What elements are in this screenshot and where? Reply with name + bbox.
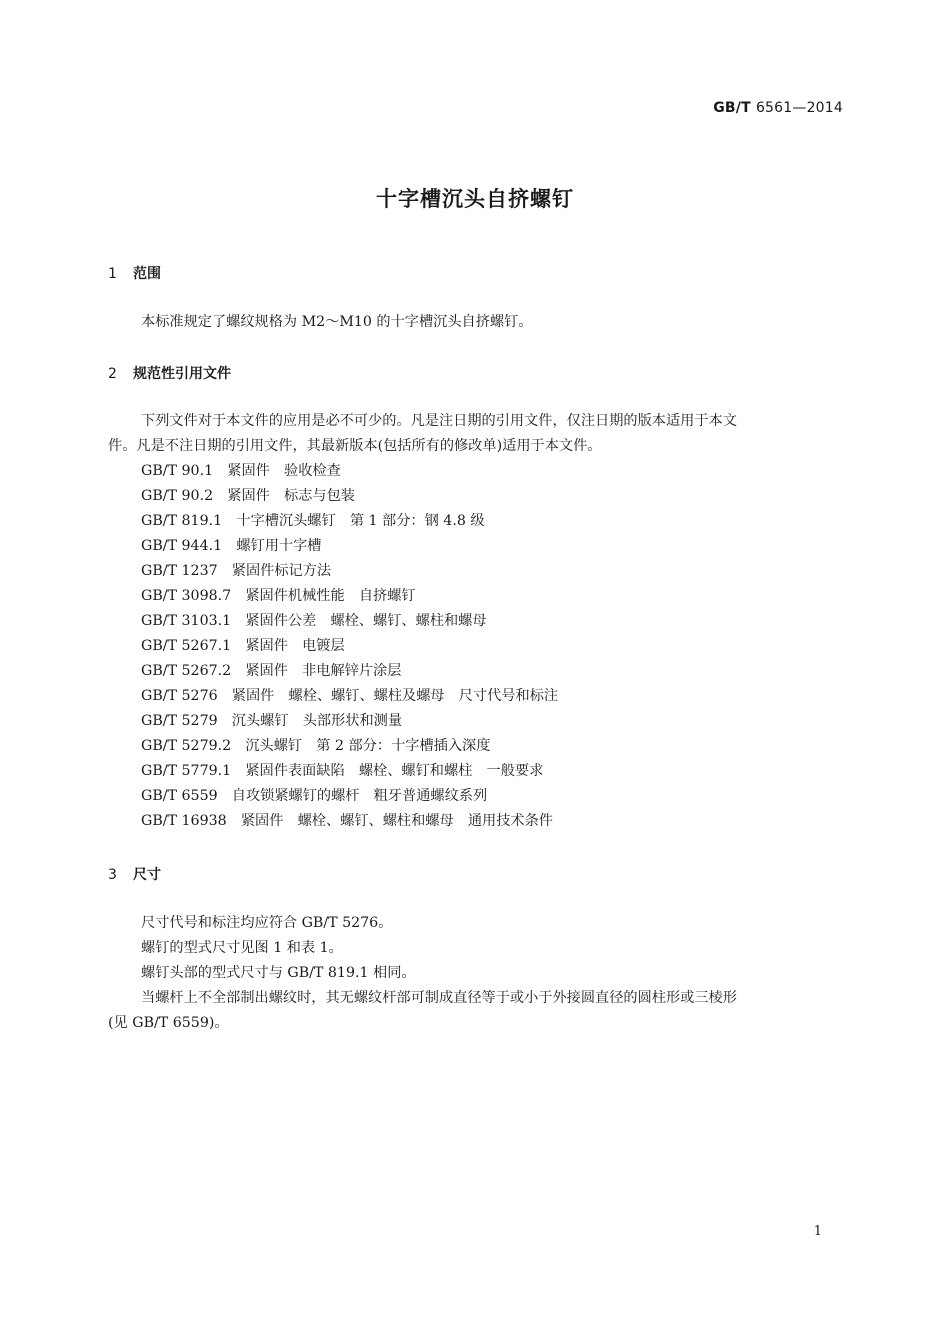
reference-item: GB/T 3098.7 紧固件机械性能 自挤螺钉 <box>141 588 416 604</box>
section-heading-dimensions <box>108 864 161 884</box>
reference-item: GB/T 5279 沉头螺钉 头部形状和测量 <box>141 713 403 729</box>
paragraph-line: (见 GB/T 6559)。 <box>108 1015 229 1031</box>
reference-item: GB/T 5276 紧固件 螺栓、螺钉、螺柱及螺母 尺寸代号和标注 <box>141 688 559 704</box>
paragraph: 螺钉的型式尺寸见图 1 和表 1。 <box>141 940 343 956</box>
reference-item: GB/T 5279.2 沉头螺钉 第 2 部分：十字槽插入深度 <box>141 738 491 754</box>
scope-paragraph: 本标准规定了螺纹规格为 M2～M10 的十字槽沉头自挤螺钉。 <box>141 314 533 330</box>
reference-item: GB/T 90.1 紧固件 验收检查 <box>141 463 341 479</box>
standard-number <box>713 100 843 116</box>
paragraph: 尺寸代号和标注均应符合 GB/T 5276。 <box>141 915 393 931</box>
dimensions-paragraphs <box>108 911 843 1036</box>
reference-item: GB/T 90.2 紧固件 标志与包装 <box>141 488 355 504</box>
reference-item: GB/T 1237 紧固件标记方法 <box>141 563 332 579</box>
standard-code: GB/T <box>713 100 751 116</box>
reference-item: GB/T 16938 紧固件 螺栓、螺钉、螺柱和螺母 通用技术条件 <box>141 813 553 829</box>
reference-item: GB/T 3103.1 紧固件公差 螺栓、螺钉、螺柱和螺母 <box>141 613 487 629</box>
reference-list <box>141 459 558 834</box>
reference-item: GB/T 5267.1 紧固件 电镀层 <box>141 638 345 654</box>
paragraph-line: 件。凡是不注日期的引用文件，其最新版本(包括所有的修改单)适用于本文件。 <box>108 438 602 454</box>
reference-item: GB/T 5779.1 紧固件表面缺陷 螺栓、螺钉和螺柱 一般要求 <box>141 763 544 779</box>
section-title: 范围 <box>133 266 161 282</box>
section-heading-normative-references <box>108 363 231 383</box>
reference-item: GB/T 5267.2 紧固件 非电解锌片涂层 <box>141 663 402 679</box>
section-number: 1 <box>108 266 117 282</box>
standard-year-number: 6561—2014 <box>755 100 843 116</box>
paragraph: 螺钉头部的型式尺寸与 GB/T 819.1 相同。 <box>141 965 416 981</box>
references-intro-paragraph <box>108 409 843 459</box>
reference-item: GB/T 6559 自攻锁紧螺钉的螺杆 粗牙普通螺纹系列 <box>141 788 488 804</box>
section-heading-scope <box>108 263 161 283</box>
page-number: 1 <box>813 1224 822 1239</box>
section-title: 规范性引用文件 <box>133 366 231 382</box>
document-title: 十字槽沉头自挤螺钉 <box>376 187 574 211</box>
section-title: 尺寸 <box>133 867 161 883</box>
section-number: 3 <box>108 867 117 883</box>
section-number: 2 <box>108 366 117 382</box>
paragraph-line: 当螺杆上不全部制出螺纹时，其无螺纹杆部可制成直径等于或小于外接圆直径的圆柱形或三棱形 <box>141 990 737 1006</box>
paragraph-line: 下列文件对于本文件的应用是必不可少的。凡是注日期的引用文件，仅注日期的版本适用于本文 <box>141 413 737 429</box>
reference-item: GB/T 944.1 螺钉用十字槽 <box>141 538 322 554</box>
reference-item: GB/T 819.1 十字槽沉头螺钉 第 1 部分：钢 4.8 级 <box>141 513 485 529</box>
